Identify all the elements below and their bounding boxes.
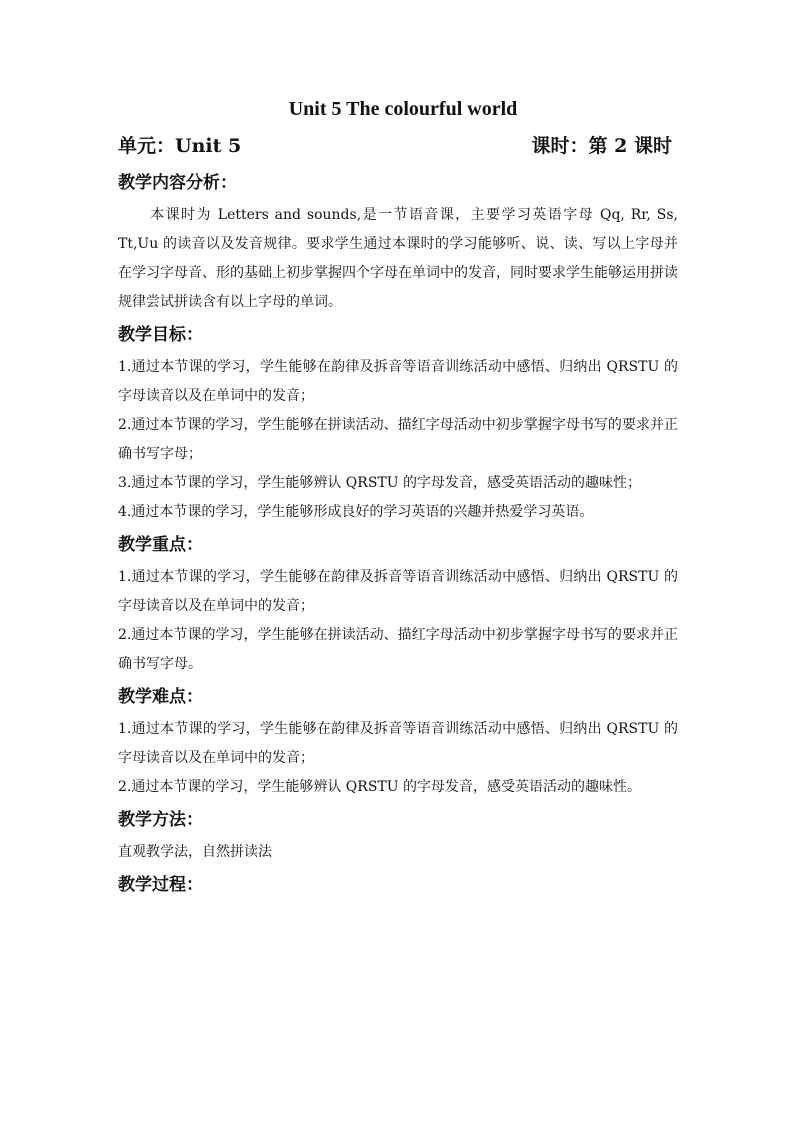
key-point-item: 2.通过本节课的学习，学生能够在拼读活动、描红字母活动中初步掌握字母书写的要求并正确书写字母。 <box>118 627 678 672</box>
objective-item: 2.通过本节课的学习，学生能够在拼读活动、描红字母活动中初步掌握字母书写的要求并正确书写字母； <box>118 417 678 462</box>
objective-item: 1.通过本节课的学习，学生能够在韵律及拆音等语音训练活动中感悟、归纳出 QRSTU 的字母读音以及在单词中的发音； <box>118 359 678 404</box>
methods-section <box>118 808 678 867</box>
document-content <box>118 95 678 903</box>
key-points-heading: 教学重点： <box>118 535 203 555</box>
unit-label: 单元：Unit 5 <box>118 135 242 157</box>
methods-text: 直观教学法，自然拼读法 <box>118 844 272 860</box>
content-analysis-heading: 教学内容分析： <box>118 173 237 193</box>
process-section <box>118 873 678 897</box>
lesson-meta <box>118 131 678 161</box>
difficulty-item: 1.通过本节课的学习，学生能够在韵律及拆音等语音训练活动中感悟、归纳出 QRSTU 的字母读音以及在单词中的发音； <box>118 721 678 766</box>
methods-heading: 教学方法： <box>118 810 203 830</box>
objective-item: 3.通过本节课的学习，学生能够辨认 QRSTU 的字母发音，感受英语活动的趣味性； <box>118 475 642 491</box>
process-heading: 教学过程： <box>118 875 203 895</box>
lesson-label: 课时：第 2 课时 <box>531 135 672 157</box>
key-point-item: 1.通过本节课的学习，学生能够在韵律及拆音等语音训练活动中感悟、归纳出 QRSTU 的字母读音以及在单词中的发音； <box>118 569 678 614</box>
objectives-section <box>118 323 678 527</box>
objectives-heading: 教学目标： <box>118 325 203 345</box>
difficulties-heading: 教学难点： <box>118 687 203 707</box>
content-analysis-section <box>118 171 678 317</box>
content-analysis-text: 本课时为 Letters and sounds,是一节语音课，主要学习英语字母 Qq, Rr, Ss, Tt,Uu 的读音以及发音规律。要求学生通过本课时的学习能够听、说、读、写以上字母并在学习字母音、形的基础上初步掌握四个字母在单词中的发音，同时要求学生能够运用拼读规律尝试拼读含有以上字母的单词。 <box>118 207 678 310</box>
document-title: Unit 5 The colourful world <box>288 98 518 120</box>
objective-item: 4.通过本节课的学习，学生能够形成良好的学习英语的兴趣并热爱学习英语。 <box>118 504 594 520</box>
difficulty-item: 2.通过本节课的学习，学生能够辨认 QRSTU 的字母发音，感受英语活动的趣味性。 <box>118 779 642 795</box>
difficulties-section <box>118 685 678 802</box>
key-points-section <box>118 533 678 679</box>
